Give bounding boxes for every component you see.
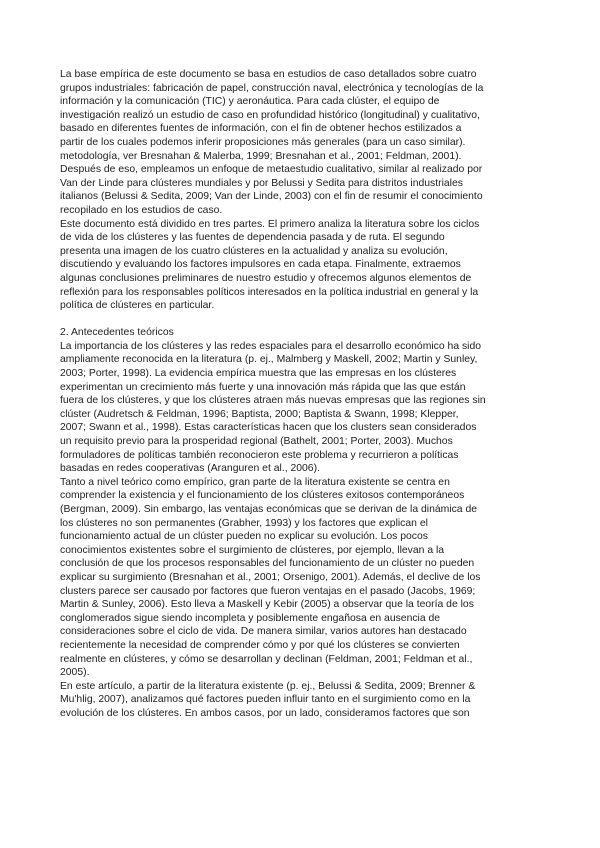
text-line: los clústeres no son permanentes (Grabher, 1993) y los factores que explican el xyxy=(60,517,428,529)
text-line: realmente en clústeres, y cómo se desarrollan y declinan (Feldman, 2001; Feldman et al., xyxy=(60,653,473,665)
text-line: de vida de los clústeres y las fuentes de dependencia pasada y de ruta. El segundo xyxy=(60,232,445,244)
text-line: formuladores de políticas también reconocieron este problema y recurrieron a políticas xyxy=(60,449,459,461)
text-line: reflexión para los responsables políticos interesados en la política industrial en general y la xyxy=(60,286,479,298)
text-line: Mu'hlig, 2007), analizamos qué factores pueden influir tanto en el surgimiento como en la xyxy=(60,694,471,706)
text-line: grupos industriales: fabricación de papel, construcción naval, electrónica y tecnologías de la xyxy=(60,82,484,94)
text-line: discutiendo y evaluando los factores impulsores en cada etapa. Finalmente, extraemos xyxy=(60,259,461,271)
text-line: conclusión de que los procesos responsables del funcionamiento de un clúster no pueden xyxy=(60,558,475,570)
text-line: investigación realizó un estudio de caso en profundidad histórico (longitudinal) y cualitativo, xyxy=(60,109,480,121)
paragraph-gap xyxy=(60,313,540,327)
text-line: basado en diferentes fuentes de información, con el fin de obtener hechos estilizados a xyxy=(60,123,462,135)
text-line: En este artículo, a partir de la literatura existente (p. ej., Belussi & Sedita, 2009; Brenner & xyxy=(60,680,476,692)
text-line: experimentan un crecimiento más fuerte y una innovación más rápida que las que están xyxy=(60,381,466,393)
text-line: algunas conclusiones preliminares de nuestro estudio y ofrecemos algunos elementos de xyxy=(60,272,472,284)
text-line: clusters parece ser causado por factores que fueron ventajas en el pasado (Jacobs, 1969; xyxy=(60,585,476,597)
text-line: metodología, ver Bresnahan & Malerba, 1999; Bresnahan et al., 2001; Feldman, 2001). xyxy=(60,150,462,162)
text-line: recopilado en los estudios de caso. xyxy=(60,204,223,216)
text-line: comprender la existencia y el funcionamiento de los clústeres exitosos contemporáneos xyxy=(60,490,465,502)
text-line: recientemente la necesidad de comprender cómo y por qué los clústeres se convierten xyxy=(60,639,460,651)
text-line: Después de eso, empleamos un enfoque de metaestudio cualitativo, similar al realizado por xyxy=(60,164,483,176)
text-line: La importancia de los clústeres y las redes espaciales para el desarrollo económico ha sido xyxy=(60,340,482,352)
text-line: clúster (Audretsch & Feldman, 1996; Baptista, 2000; Baptista & Swann, 1998; Klepper, xyxy=(60,408,459,420)
text-line: información y la comunicación (TIC) y aeronáutica. Para cada clúster, el equipo de xyxy=(60,96,440,108)
intro-paragraphs xyxy=(60,68,540,313)
text-line: presenta una imagen de los cuatro clústeres en la actualidad y analiza su evolución, xyxy=(60,245,448,257)
document-page xyxy=(60,68,540,721)
text-line: 2007; Swann et al., 1998). Estas características hacen que los clusters sean considerados xyxy=(60,422,477,434)
text-line: 2003; Porter, 1998). La evidencia empírica muestra que las empresas en los clústeres xyxy=(60,368,457,380)
text-line: Este documento está dividido en tres partes. El primero analiza la literatura sobre los ciclos xyxy=(60,218,480,230)
text-line: Martin & Sunley, 2006). Esto lleva a Maskell y Kebir (2005) a observar que la teoría de los xyxy=(60,599,474,611)
text-line: La base empírica de este documento se basa en estudios de caso detallados sobre cuatro xyxy=(60,69,477,80)
text-line: basadas en redes cooperativas (Aranguren et al., 2006). xyxy=(60,463,320,475)
section-heading: 2. Antecedentes teóricos xyxy=(60,327,174,339)
text-line: Van der Linde para clústeres mundiales y por Belussi y Sedita para distritos industriales xyxy=(60,177,463,189)
text-line: evolución de los clústeres. En ambos casos, por un lado, consideramos factores que son xyxy=(60,707,470,719)
text-line: conocimientos existentes sobre el surgimiento de clústeres, por ejemplo, llevan a la xyxy=(60,544,445,556)
text-line: italianos (Belussi & Sedita, 2009; Van der Linde, 2003) con el fin de resumir el conocimiento xyxy=(60,191,483,203)
text-line: explicar su surgimiento (Bresnahan et al., 2001; Orsenigo, 2001). Además, el declive de los xyxy=(60,571,481,583)
text-line: 2005). xyxy=(60,667,90,679)
text-line: (Bergman, 2009). Sin embargo, las ventajas económicas que se derivan de la dinámica de xyxy=(60,504,478,515)
text-line: funcionamiento actual de un clúster pueden no explicar su evolución. Los pocos xyxy=(60,531,428,543)
section-paragraphs xyxy=(60,340,540,721)
text-line: partir de los cuales podemos inferir proposiciones más generales (para un caso similar). xyxy=(60,136,466,148)
text-line: un requisito previo para la prosperidad regional (Bathelt, 2001; Porter, 2003). Muchos xyxy=(60,436,453,448)
text-line: política de clústeres en particular. xyxy=(60,300,215,312)
text-line: consideraciones sobre el ciclo de vida. De manera similar, varios autores han destacado xyxy=(60,626,467,638)
text-line: ampliamente reconocida en la literatura (p. ej., Malmberg y Maskell, 2002; Martin y Sunley, xyxy=(60,354,478,366)
text-line: fuera de los clústeres, y que los clústeres atraen más nuevas empresas que las regiones sin xyxy=(60,395,486,407)
text-line: Tanto a nivel teórico como empírico, gran parte de la literatura existente se centra en xyxy=(60,476,450,488)
text-line: conglomerados sigue siendo incompleta y posiblemente engañosa en ausencia de xyxy=(60,612,441,624)
